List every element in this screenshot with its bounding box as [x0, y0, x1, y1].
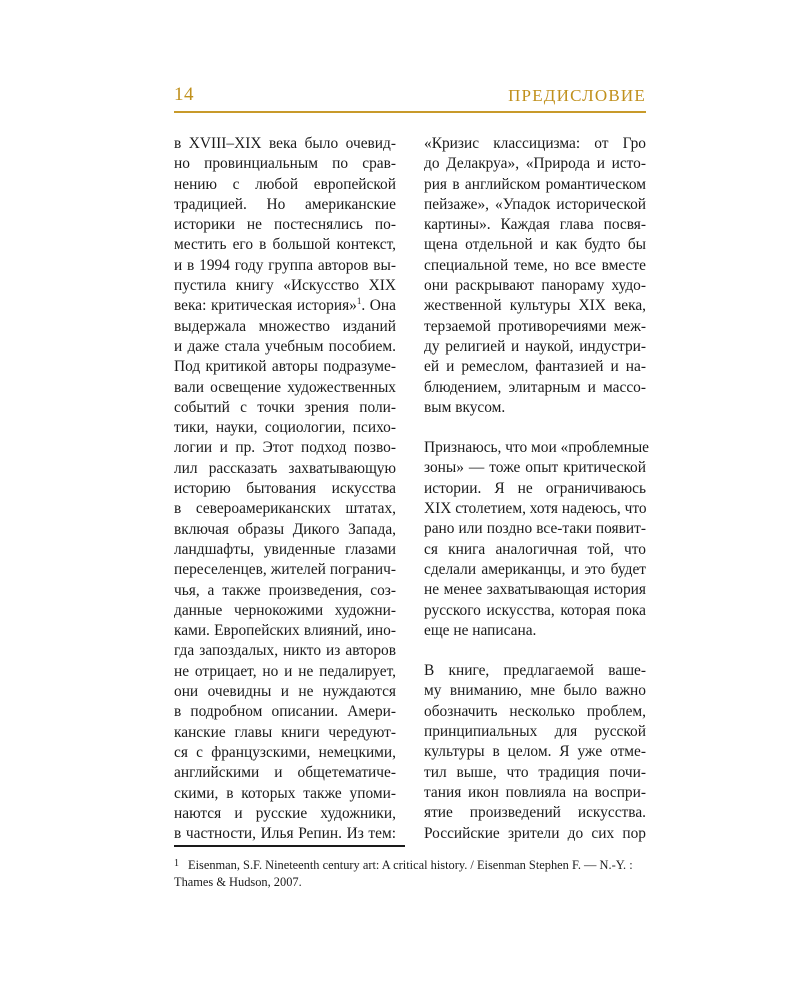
text-line: в XVIII–XIX века было очевид-	[174, 135, 396, 152]
text-line: «Кризис классицизма: от Гро	[424, 135, 646, 152]
text-line: историки не постеснялись по-	[174, 216, 396, 234]
text-line: но провинциальным по срав-	[174, 155, 396, 173]
text-line: тания икон повлияла на воспри-	[424, 783, 646, 801]
text-line: зоны» — тоже опыт критической	[424, 459, 646, 477]
footnote	[174, 855, 646, 891]
text-line: В книге, предлагаемой ваше-	[424, 662, 646, 680]
text-line: канские главы книги чередуют-	[174, 723, 396, 741]
text-line: ей и ремеслом, фантазией и на-	[424, 358, 646, 376]
text-line: и в 1994 году группа авторов вы-	[174, 256, 396, 274]
text-line: гда запоздалых, никто из авторов	[174, 642, 396, 660]
text-line: принципиальных для русской	[424, 723, 646, 741]
left-paragraph	[174, 134, 396, 844]
text-line: и даже стала учебным пособием.	[174, 337, 396, 355]
text-line: тил выше, что традиция почи-	[424, 763, 646, 781]
text-line: картины». Каждая глава посвя-	[424, 216, 646, 234]
page-number: 14	[174, 84, 194, 105]
text-fragment: . Она	[361, 297, 396, 315]
text-line: пейзаже», «Упадок исторической	[424, 195, 646, 213]
text-line: ся книга аналогичная той, что	[424, 540, 646, 558]
text-line: выдержала множество изданий	[174, 317, 396, 335]
text-line: местить его в большой контекст,	[174, 236, 396, 254]
text-line: традицией. Но американские	[174, 195, 396, 213]
text-line: еще не написана.	[424, 621, 537, 639]
text-line: лил рассказать захватывающую	[174, 459, 396, 477]
text-line: истории. Я не ограничиваюсь	[424, 479, 646, 497]
text-line: рано или поздно все-таки появит-	[424, 520, 646, 538]
text-line: наются и русские художники,	[174, 804, 396, 822]
footnote-mark: 1	[174, 858, 179, 869]
text-line: тики, науки, социологии, психо-	[174, 419, 396, 437]
text-line: в североамериканских штатах,	[174, 500, 396, 518]
footnote-divider	[174, 845, 405, 847]
text-line: скими, в которых также упоми-	[174, 784, 396, 802]
text-line: ками. Европейских влияний, ино-	[174, 622, 396, 640]
text-line: му вниманию, мне было важно	[424, 682, 646, 700]
text-line: нению с любой европейской	[174, 175, 396, 193]
text-line: вали освещение художественных	[174, 378, 396, 396]
text-line: русского искусства, которая пока	[424, 601, 646, 619]
text-line: историю бытования искусства	[174, 480, 396, 498]
text-line: Под критикой авторы подразуме-	[174, 358, 396, 376]
text-line: чья, а также произведения, соз-	[174, 581, 396, 599]
text-line: они очевидны и не нуждаются	[174, 683, 396, 701]
text-line: данные чернокожими художни-	[174, 601, 396, 619]
right-paragraph-1	[424, 134, 646, 418]
text-line: они раскрывают панораму худо-	[424, 277, 646, 295]
header-divider	[174, 111, 646, 113]
text-line: сделали американцы, и это будет	[424, 560, 646, 578]
right-paragraph-2	[424, 438, 649, 641]
text-line: до Делакруа», «Природа и исто-	[424, 155, 646, 173]
text-line: жественной культуры XIX века,	[424, 297, 646, 315]
text-line: в частности, Илья Репин. Из тем:	[174, 825, 396, 843]
text-line: Российские зрители до сих пор	[424, 824, 646, 842]
right-paragraph-3	[424, 661, 646, 844]
text-line: переселенцев, жителей погранич-	[174, 561, 396, 579]
running-title: ПРЕДИСЛОВИЕ	[508, 86, 646, 105]
text-line: событий с точки зрения поли-	[174, 398, 396, 416]
text-line: рия в английском романтическом	[424, 175, 646, 193]
footnote-text-continued: Thames & Hudson, 2007.	[174, 875, 302, 889]
text-line: обозначить несколько проблем,	[424, 702, 646, 720]
text-line: логии и пр. Этот подход позво-	[174, 439, 396, 457]
text-line: ду религией и наукой, индустри-	[424, 337, 646, 355]
text-line: пустила книгу «Искусство XIX	[174, 277, 396, 295]
text-line-with-footnote	[174, 296, 396, 316]
text-line: не отрицает, но и не педалирует,	[174, 662, 396, 680]
right-column	[424, 134, 649, 844]
text-line: Признаюсь, что мои «проблемные	[424, 439, 649, 457]
text-line: не менее захватывающая история	[424, 581, 646, 599]
text-fragment: века: критическая история»	[174, 297, 357, 315]
text-line: XIX столетием, хотя надеюсь, что	[424, 500, 647, 518]
text-line: ятие произведений искусства.	[424, 804, 646, 822]
text-line: специальной теме, но все вместе	[424, 256, 646, 274]
text-line: английскими и общетематиче-	[174, 764, 396, 782]
footnote-reference[interactable]: 1	[356, 296, 362, 307]
text-line: ся с французскими, немецкими,	[174, 743, 396, 761]
text-line: ландшафты, увиденные глазами	[174, 540, 396, 558]
text-line: блюдением, элитарным и массо-	[424, 378, 646, 396]
text-line: включая образы Дикого Запада,	[174, 520, 396, 538]
page-header	[174, 82, 646, 106]
text-line: терзаемой противоречиями меж-	[424, 317, 646, 335]
left-column	[174, 134, 396, 844]
footnote-text: Eisenman, S.F. Nineteenth century art: A critical history. / Eisenman Stephen F. — N.-Y. :	[188, 858, 633, 872]
text-line: вым вкусом.	[424, 398, 506, 416]
text-line: щена отдельной и как будто бы	[424, 236, 646, 254]
text-line: культуры в целом. Я уже отме-	[424, 743, 646, 761]
text-line: в подробном описании. Амери-	[174, 703, 396, 721]
